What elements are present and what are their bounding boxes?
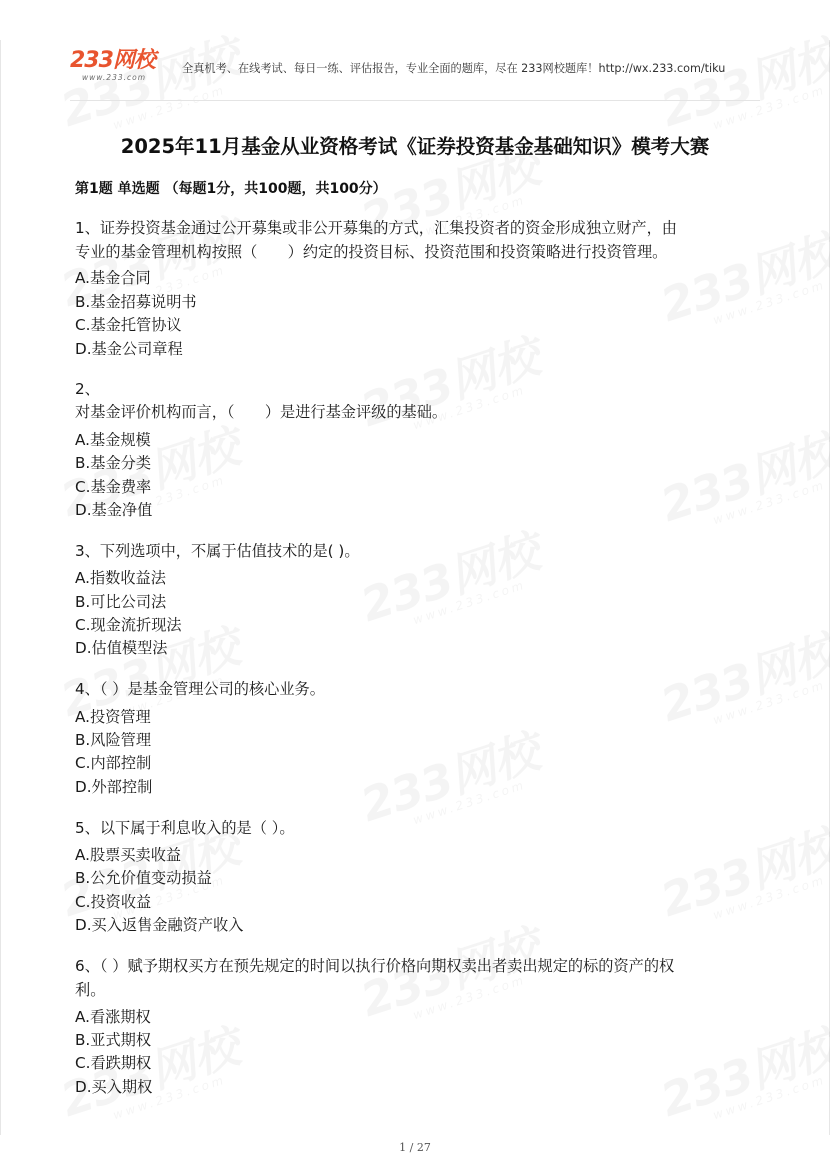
watermark xyxy=(356,923,548,1035)
question-text: 1、证券投资基金通过公开募集或非公开募集的方式，汇集投资者的资金形成独立财产，由 xyxy=(75,219,677,237)
option-b: B.风险管理 xyxy=(75,731,151,749)
option-d: D.外部控制 xyxy=(75,778,153,796)
option-b: B.可比公司法 xyxy=(75,593,167,611)
question-text: 2、 xyxy=(75,380,100,398)
watermark xyxy=(656,1023,830,1135)
question-text: 4、（ ）是基金管理公司的核心业务。 xyxy=(75,680,325,698)
question-text: 利。 xyxy=(75,981,106,999)
section-title: 第1题 单选题 （每题1分，共100题，共100分） xyxy=(75,181,387,197)
page-header xyxy=(70,48,760,101)
watermark xyxy=(656,628,830,740)
logo-text: 233网校 xyxy=(70,48,155,73)
option-b: B.基金分类 xyxy=(75,454,151,472)
option-c: C.看跌期权 xyxy=(75,1054,152,1072)
watermark xyxy=(356,333,548,445)
watermark xyxy=(656,228,830,340)
option-c: C.内部控制 xyxy=(75,754,152,772)
option-c: C.投资收益 xyxy=(75,893,152,911)
option-c: C.基金费率 xyxy=(75,478,152,496)
header-slogan: 全真机考、在线考试、每日一练、评估报告，专业全面的题库，尽在 233网校题库！http://wx.233.com/tiku xyxy=(182,62,726,75)
question-text: 对基金评价机构而言，（ ）是进行基金评级的基础。 xyxy=(75,403,448,421)
option-b: B.亚式期权 xyxy=(75,1031,151,1049)
option-d: D.基金净值 xyxy=(75,501,153,519)
option-a: A.股票买卖收益 xyxy=(75,846,182,864)
brand-logo xyxy=(70,50,170,88)
page-border-left xyxy=(0,40,1,1135)
option-d: D.买入期权 xyxy=(75,1078,153,1096)
option-a: A.投资管理 xyxy=(75,708,151,726)
option-b: B.公允价值变动损益 xyxy=(75,869,212,887)
question-text: 专业的基金管理机构按照（ ）约定的投资目标、投资范围和投资策略进行投资管理。 xyxy=(75,243,668,261)
option-d: D.基金公司章程 xyxy=(75,340,183,358)
option-a: A.基金规模 xyxy=(75,431,151,449)
option-a: A.指数收益法 xyxy=(75,569,166,587)
question-text: 6、（ ）赋予期权买方在预先规定的时间以执行价格向期权卖出者卖出规定的标的资产的权 xyxy=(75,957,675,975)
option-a: A.基金合同 xyxy=(75,269,151,287)
document-title: 2025年11月基金从业资格考试《证券投资基金基础知识》模考大赛 xyxy=(120,135,710,158)
page-number: 1 / 27 xyxy=(399,1141,431,1154)
logo-url: www.233.com xyxy=(82,73,147,82)
option-d: D.买入返售金融资产收入 xyxy=(75,916,244,934)
watermark xyxy=(356,728,548,840)
option-c: C.基金托管协议 xyxy=(75,316,182,334)
option-d: D.估值模型法 xyxy=(75,639,168,657)
option-c: C.现金流折现法 xyxy=(75,616,182,634)
option-a: A.看涨期权 xyxy=(75,1008,151,1026)
question-text: 3、下列选项中，不属于估值技术的是( )。 xyxy=(75,542,360,560)
watermark xyxy=(656,823,830,935)
option-b: B.基金招募说明书 xyxy=(75,293,197,311)
watermark xyxy=(656,428,830,540)
question-text: 5、以下属于利息收入的是（ ）。 xyxy=(75,819,295,837)
watermark xyxy=(356,528,548,640)
